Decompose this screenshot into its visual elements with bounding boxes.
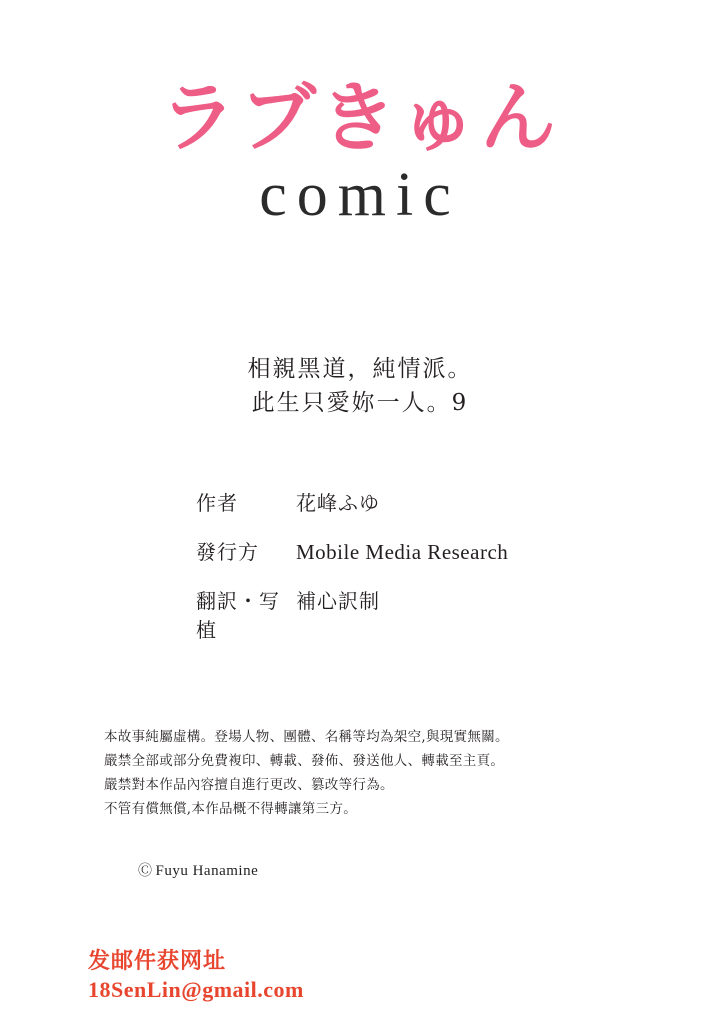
- credit-row-publisher: [0, 536, 720, 565]
- watermark: [0, 948, 720, 1004]
- disclaimer-line-1: 本故事純屬虛構。登場人物、團體、名稱等均為架空,與現實無關。: [104, 729, 509, 745]
- credits-block: [0, 487, 720, 663]
- magazine-logo: [0, 73, 720, 229]
- credit-value-author: 花峰ふゆ: [296, 491, 380, 515]
- credit-value-publisher: Mobile Media Research: [296, 540, 509, 564]
- credit-row-author: [0, 487, 720, 516]
- copyright-holder: Fuyu Hanamine: [155, 863, 259, 879]
- credit-value-translation: 補心訳制: [296, 589, 380, 613]
- disclaimer-line-2: 嚴禁全部或部分免費複印、轉載、發佈、發送他人、轉載至主頁。: [104, 753, 505, 769]
- logo-japanese-title: ラブきゅん: [160, 73, 560, 162]
- work-title: [0, 352, 720, 420]
- disclaimer-line-3: 嚴禁對本作品內容擅自進行更改、篡改等行為。: [104, 777, 394, 793]
- copyright-icon: Ⓒ: [138, 864, 153, 879]
- credit-label-translation: 翻訳・写植: [196, 589, 280, 642]
- disclaimer-line-4: 不管有償無償,本作品概不得轉讓第三方。: [104, 801, 357, 817]
- copyright-notice: [138, 860, 258, 880]
- work-title-line-1: 相親黑道，純情派。: [247, 356, 473, 382]
- credit-label-author: 作者: [196, 491, 238, 515]
- watermark-line-1: 发邮件获网址: [88, 949, 227, 974]
- work-title-line-2: 此生只愛妳一人。9: [251, 390, 469, 416]
- legal-disclaimer: [104, 727, 644, 823]
- watermark-line-2: 18SenLin@gmail.com: [88, 977, 304, 1002]
- credit-row-translation: [0, 585, 720, 643]
- logo-comic-word: comic: [259, 160, 461, 229]
- credit-label-publisher: 發行方: [196, 540, 259, 564]
